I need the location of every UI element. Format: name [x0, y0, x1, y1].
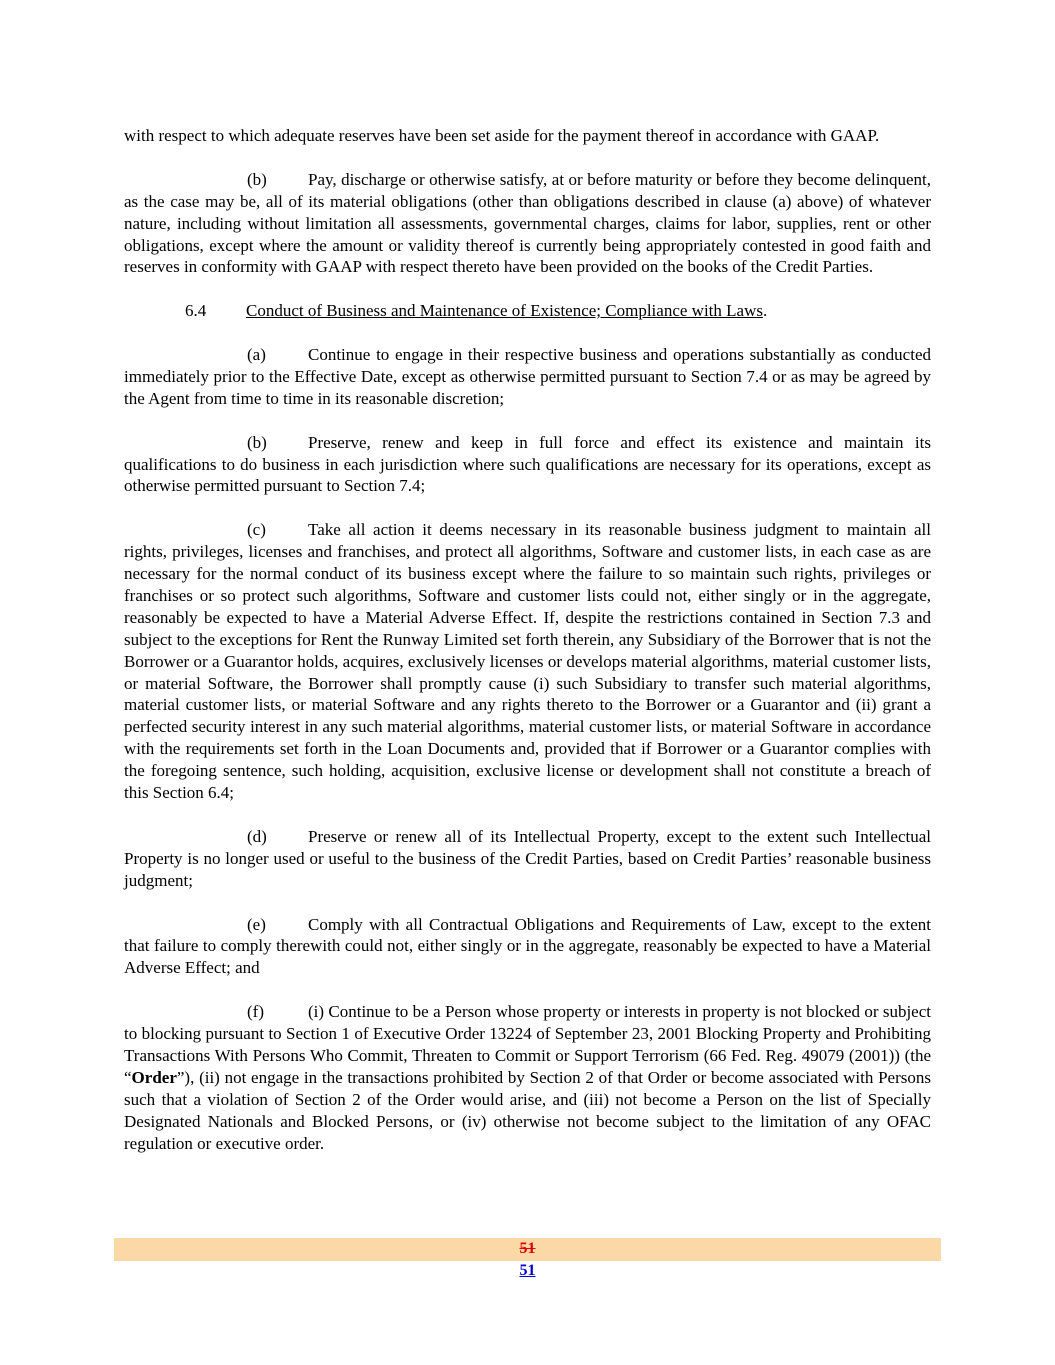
section-heading: 6.4 Conduct of Business and Maintenance of Existence; Compliance with Laws.	[185, 301, 768, 321]
clause-text: Preserve or renew all of its Intellectual Property, except to the extent such Intellectual Property is no longer used or useful to the business of the Credit Parties, based on Credit Parties’ reasonable business judgment;	[124, 826, 931, 890]
document-body	[124, 125, 931, 1154]
clause-b-existence	[124, 432, 931, 498]
paragraph-continuation: with respect to which adequate reserves have been set aside for the payment thereof in accordance with GAAP.	[124, 126, 880, 145]
clause-text: Continue to engage in their respective business and operations substantially as conducted immediately prior to the Effective Date, except as otherwise permitted pursuant to Section 7.4 or as may be agreed by the Agent from time to time in its reasonable discretion;	[124, 345, 931, 408]
clause-text: Preserve, renew and keep in full force and effect its existence and maintain its qualifications to do business in each jurisdiction where such qualifications are necessary for its operations, except as otherwise permitted pursuant to Section 7.4;	[124, 432, 931, 496]
clause-label: (b)	[247, 169, 267, 189]
clause-text-after: ”), (ii) not engage in the transactions prohibited by Section 2 of that Order or become associated with Persons such that a violation of Section 2 of the Order would arise, and (iii) not become a Person on the list of Specially Designated Nationals and Blocked Persons, or (iv) otherwise not become subject to the limitation of any OFAC regulation or executive order.	[124, 1067, 931, 1153]
clause-c	[124, 519, 931, 804]
clause-label: (f)	[247, 1002, 264, 1022]
clause-text: Take all action it deems necessary in its reasonable business judgment to maintain all rights, privileges, licenses and franchises, and protect all algorithms, Software and customer lists, in each case as are necessary for the normal conduct of its business except where the failure to so maintain such rights, privileges or franchises or so protect such algorithms, Software and customer lists could not, either singly or in the aggregate, reasonably be expected to have a Material Adverse Effect. If, despite the restrictions contained in Section 7.3 and subject to the exceptions for Rent the Runway Limited set forth therein, any Subsidiary of the Borrower that is not the Borrower or a Guarantor holds, acquires, exclusively licenses or develops material algorithms, material customer lists, or material Software, the Borrower shall promptly cause (i) such Subsidiary to transfer such material algorithms, material customer lists, or material Software and any rights thereto to the Borrower or a Guarantor and (ii) grant a perfected security interest in any such material algorithms, material customer lists, or material Software in accordance with the requirements set forth in the Loan Documents and, provided that if Borrower or a Guarantor complies with the foregoing sentence, such holding, acquisition, exclusive license or development shall not constitute a breach of this Section 6.4;	[124, 520, 931, 803]
clause-label: (e)	[247, 914, 266, 934]
section-number: 6.4	[185, 301, 207, 321]
section-title: Conduct of Business and Maintenance of Existence; Compliance with Laws	[246, 301, 763, 321]
page-number-deleted: 51	[519, 1240, 536, 1257]
page-number-inserted[interactable]: 51	[519, 1262, 536, 1279]
defined-term-order: Order	[131, 1067, 177, 1087]
clause-text: Pay, discharge or otherwise satisfy, at or before maturity or before they become delinquent, as the case may be, all of its material obligations (other than obligations described in clause (a) above) of whatever nature, including without limitation all assessments, governmental charges, claims for labor, supplies, rent or other obligations, except where the amount or validity thereof is currently being appropriately contested in good faith and reserves in conformity with GAAP with respect thereto have been provided on the books of the Credit Parties.	[124, 169, 931, 277]
clause-f	[124, 1001, 931, 1154]
clause-b-payment	[124, 169, 931, 279]
clause-label: (a)	[247, 345, 266, 365]
clause-text: Comply with all Contractual Obligations and Requirements of Law, except to the extent that failure to comply therewith could not, either singly or in the aggregate, reasonably be expected to have a Material Adverse Effect; and	[124, 914, 931, 978]
clause-label: (b)	[247, 432, 267, 452]
clause-label: (d)	[247, 826, 267, 846]
clause-label: (c)	[247, 520, 266, 540]
clause-e	[124, 914, 931, 980]
clause-d	[124, 826, 931, 892]
clause-text-before: (i) Continue to be a Person whose property or interests in property is not blocked or subject to blocking pursuant to Section 1 of Executive Order 13224 of September 23, 2001 Blocking Property and Prohibiting Transactions With Persons Who Commit, Threaten to Commit or Support Terrorism (66 Fed. Reg. 49079 (2001)) (the “	[124, 1002, 931, 1087]
clause-a	[124, 344, 931, 410]
